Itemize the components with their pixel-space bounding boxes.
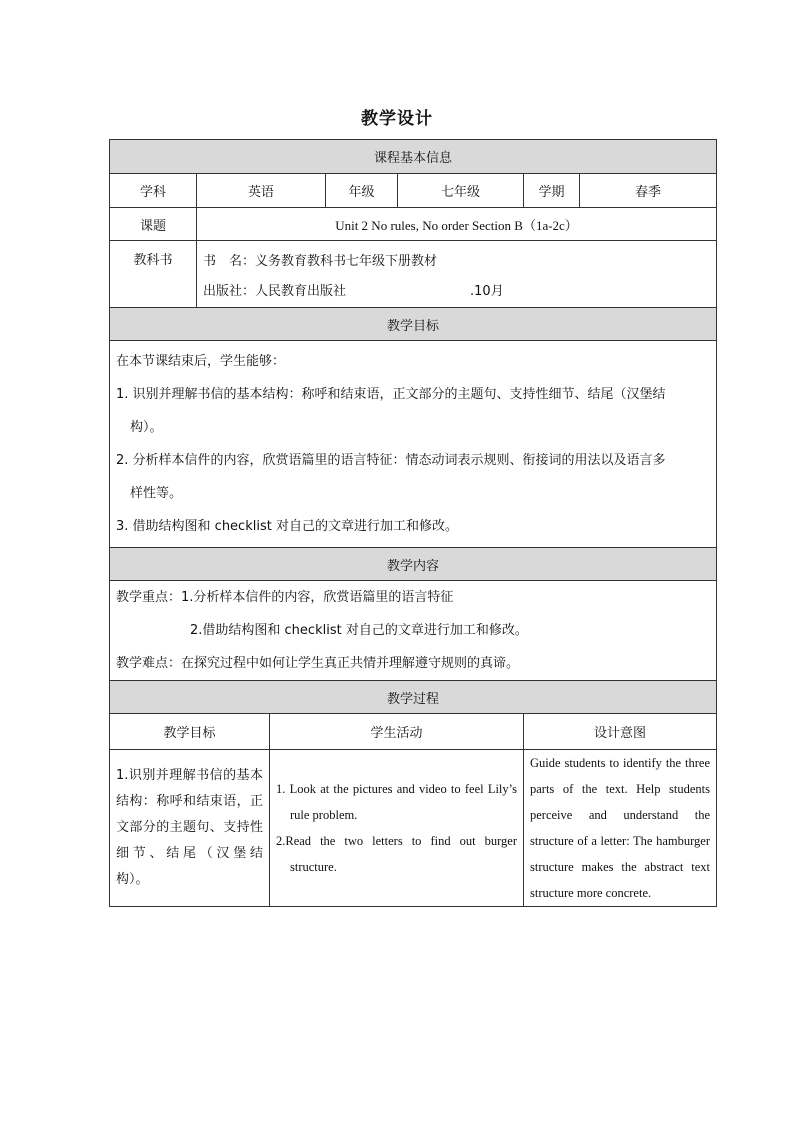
content-header: 教学内容 <box>110 548 717 581</box>
content-body <box>110 581 717 681</box>
key-points-1: 教学重点：1.分析样本信件的内容，欣赏语篇里的语言特征 <box>116 590 454 605</box>
process-header: 教学过程 <box>110 681 717 714</box>
topic-value: Unit 2 No rules, No order Section B（1a-2c） <box>197 208 717 241</box>
publish-date: .10月 <box>470 284 504 299</box>
term-label: 学期 <box>524 174 580 208</box>
process-design-cell: Guide students to identify the three parts of the text. Help students perceive and understand the structure of a letter: The hamburger structure makes the abstract text structure more concrete. <box>524 750 717 907</box>
process-col-goal: 教学目标 <box>110 714 270 750</box>
subject-label: 学科 <box>110 174 197 208</box>
objective-item <box>116 444 710 510</box>
page-title: 教学设计 <box>361 109 433 129</box>
grade-value: 七年级 <box>398 174 524 208</box>
process-goal-cell: 1.识别并理解书信的基本结构：称呼和结束语，正文部分的主题句、支持性细节、结尾（汉堡结构）。 <box>110 750 270 907</box>
term-value: 春季 <box>580 174 717 208</box>
publisher: 出版社：人民教育出版社 <box>203 284 347 299</box>
textbook-label: 教科书 <box>110 241 197 308</box>
textbook-info <box>197 241 717 308</box>
grade-label: 年级 <box>326 174 398 208</box>
objective-1-line1: 1. 识别并理解书信的基本结构：称呼和结束语，正文部分的主题句、支持性细节、结尾（汉堡结 <box>116 387 666 402</box>
objectives-intro: 在本节课结束后，学生能够： <box>116 354 286 369</box>
topic-label: 课题 <box>110 208 197 241</box>
activity-2: 2.Read the two letters to find out burger structure. <box>276 834 517 874</box>
objective-2-line1: 2. 分析样本信件的内容，欣赏语篇里的语言特征：情态动词表示规则、衔接词的用法以及语言多 <box>116 453 666 468</box>
objectives-body <box>110 341 717 548</box>
key-points-2: 2.借助结构图和 checklist 对自己的文章进行加工和修改。 <box>190 623 528 638</box>
process-col-activity: 学生活动 <box>270 714 524 750</box>
basic-info-header: 课程基本信息 <box>110 140 717 174</box>
process-col-design: 设计意图 <box>524 714 717 750</box>
objective-item <box>116 378 710 444</box>
objectives-header: 教学目标 <box>110 308 717 341</box>
objective-3-line1: 3. 借助结构图和 checklist 对自己的文章进行加工和修改。 <box>116 519 458 534</box>
activity-1: 1. Look at the pictures and video to feel Lily’s rule problem. <box>276 782 517 822</box>
process-activity-cell <box>270 750 524 907</box>
difficulty: 教学难点：在探究过程中如何让学生真正共情并理解遵守规则的真谛。 <box>116 656 520 671</box>
objective-item <box>116 510 710 543</box>
objective-1-line2: 构）。 <box>130 420 163 435</box>
book-name: 书 名：义务教育教科书七年级下册教材 <box>203 254 438 269</box>
objective-2-line2: 样性等。 <box>130 486 183 501</box>
subject-value: 英语 <box>197 174 326 208</box>
lesson-plan-table <box>109 139 717 907</box>
publisher-line <box>203 277 710 307</box>
